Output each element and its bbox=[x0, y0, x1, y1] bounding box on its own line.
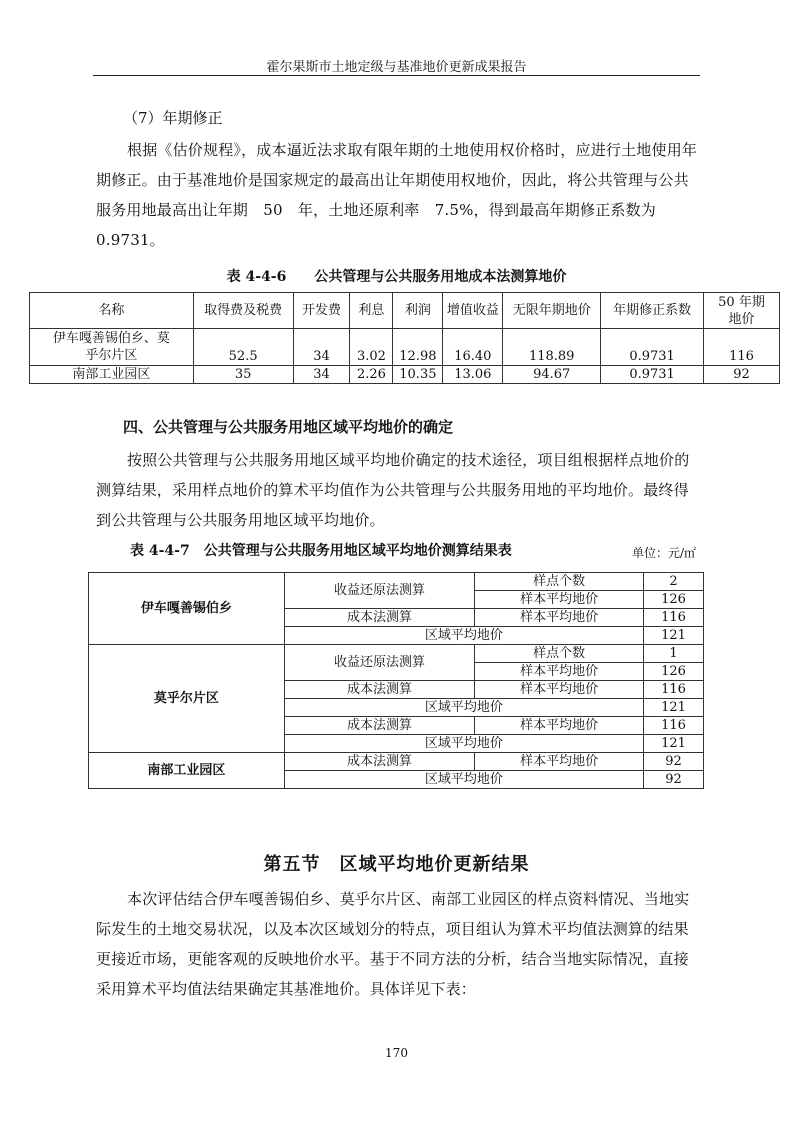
value-cell: 121 bbox=[644, 627, 704, 645]
table-cell: 2.26 bbox=[350, 366, 393, 384]
table-cell: 16.40 bbox=[443, 329, 503, 366]
region-name-cell: 伊车嘎善锡伯乡 bbox=[89, 573, 285, 645]
subsection-title: （7）年期修正 bbox=[123, 109, 223, 127]
label-cell: 区域平均地价 bbox=[284, 627, 643, 645]
table-caption: 表 4-4-6 公共管理与公共服务用地成本法测算地价 bbox=[226, 269, 567, 285]
method-cell: 成本法测算 bbox=[284, 717, 475, 735]
label-cell: 样点个数 bbox=[475, 573, 644, 591]
method-cell: 成本法测算 bbox=[284, 609, 475, 627]
header-cell: 无限年期地价 bbox=[503, 293, 601, 329]
table-cell: 3.02 bbox=[350, 329, 393, 366]
table-caption: 表 4-4-7 公共管理与公共服务用地区域平均地价测算结果表 bbox=[130, 543, 512, 559]
table-row bbox=[89, 573, 704, 591]
value-cell: 121 bbox=[644, 735, 704, 753]
table-unit: 单位：元/㎡ bbox=[632, 546, 697, 560]
section-title: 第五节 区域平均地价更新结果 bbox=[263, 854, 530, 875]
header-cell: 取得费及税费 bbox=[193, 293, 293, 329]
table-cell: 12.98 bbox=[393, 329, 443, 366]
region-name-cell: 莫乎尔片区 bbox=[89, 645, 285, 753]
table-cell: 52.5 bbox=[193, 329, 293, 366]
value-cell: 121 bbox=[644, 699, 704, 717]
header-cell: 名称 bbox=[30, 293, 194, 329]
header-cell: 利息 bbox=[350, 293, 393, 329]
value-cell: 92 bbox=[644, 771, 704, 789]
method-cell: 成本法测算 bbox=[284, 753, 475, 771]
region-name-cell: 南部工业园区 bbox=[30, 366, 194, 384]
table-cell: 92 bbox=[704, 366, 780, 384]
method-cell: 收益还原法测算 bbox=[284, 645, 475, 681]
header-cell: 50 年期地价 bbox=[704, 293, 780, 329]
header-cell: 开发费 bbox=[293, 293, 350, 329]
table-cell: 35 bbox=[193, 366, 293, 384]
region-average-table bbox=[88, 572, 704, 789]
label-cell: 样本平均地价 bbox=[475, 609, 644, 627]
table-row bbox=[89, 645, 704, 663]
label-cell: 样本平均地价 bbox=[475, 591, 644, 609]
table-cell: 116 bbox=[704, 329, 780, 366]
paragraph-region-average: 按照公共管理与公共服务用地区域平均地价确定的技术途径，项目组根据样点地价的测算结果，采用样点地价的算术平均值作为公共管理与公共服务用地的平均地价。最终得到公共管理与公共服务用地区域平均地价。 bbox=[96, 451, 690, 529]
table-cell: 118.89 bbox=[503, 329, 601, 366]
section-heading: 四、公共管理与公共服务用地区域平均地价的确定 bbox=[123, 418, 454, 436]
value-cell: 1 bbox=[644, 645, 704, 663]
table-header-row bbox=[30, 293, 780, 329]
table-row bbox=[89, 753, 704, 771]
method-cell: 成本法测算 bbox=[284, 681, 475, 699]
paragraph-term-correction: 根据《估价规程》，成本逼近法求取有限年期的土地使用权价格时，应进行土地使用年期修正。由于基准地价是国家规定的最高出让年期使用权地价，因此，将公共管理与公共服务用地最高出让年期 50 年，土地还原利率 7.5%，得到最高年期修正系数为 0.9731。 bbox=[96, 141, 698, 249]
method-cell: 收益还原法测算 bbox=[284, 573, 475, 609]
table-cell: 0.9731 bbox=[601, 329, 704, 366]
value-cell: 116 bbox=[644, 681, 704, 699]
label-cell: 样本平均地价 bbox=[475, 681, 644, 699]
header-cell: 年期修正系数 bbox=[601, 293, 704, 329]
label-cell: 样点个数 bbox=[475, 645, 644, 663]
region-name-cell: 南部工业园区 bbox=[89, 753, 285, 789]
label-cell: 样本平均地价 bbox=[475, 717, 644, 735]
paragraph-update-results: 本次评估结合伊车嘎善锡伯乡、莫乎尔片区、南部工业园区的样点资料情况、当地实际发生的土地交易状况，以及本次区域划分的特点，项目组认为算术平均值法测算的结果更接近市场，更能客观的反映地价水平。基于不同方法的分析，结合当地实际情况，直接采用算术平均值法结果确定其基准地价。具体详见下表： bbox=[96, 890, 690, 998]
page-header: 霍尔果斯市土地定级与基准地价更新成果报告 bbox=[266, 60, 527, 75]
table-cell: 34 bbox=[293, 366, 350, 384]
label-cell: 区域平均地价 bbox=[284, 771, 643, 789]
table-cell: 34 bbox=[293, 329, 350, 366]
value-cell: 116 bbox=[644, 717, 704, 735]
table-cell: 0.9731 bbox=[601, 366, 704, 384]
table-cell: 13.06 bbox=[443, 366, 503, 384]
value-cell: 126 bbox=[644, 663, 704, 681]
label-cell: 样本平均地价 bbox=[475, 753, 644, 771]
table-cell: 94.67 bbox=[503, 366, 601, 384]
header-cell: 利润 bbox=[393, 293, 443, 329]
table-row bbox=[30, 366, 780, 384]
value-cell: 92 bbox=[644, 753, 704, 771]
label-cell: 样本平均地价 bbox=[475, 663, 644, 681]
cost-method-table bbox=[29, 292, 780, 384]
header-cell: 增值收益 bbox=[443, 293, 503, 329]
value-cell: 126 bbox=[644, 591, 704, 609]
label-cell: 区域平均地价 bbox=[284, 735, 643, 753]
table-cell: 10.35 bbox=[393, 366, 443, 384]
value-cell: 116 bbox=[644, 609, 704, 627]
value-cell: 2 bbox=[644, 573, 704, 591]
page-number: 170 bbox=[385, 1046, 408, 1060]
table-row bbox=[30, 329, 780, 366]
label-cell: 区域平均地价 bbox=[284, 699, 643, 717]
region-name-cell: 伊车嘎善锡伯乡、莫乎尔片区 bbox=[30, 329, 194, 366]
header-rule bbox=[93, 75, 700, 76]
